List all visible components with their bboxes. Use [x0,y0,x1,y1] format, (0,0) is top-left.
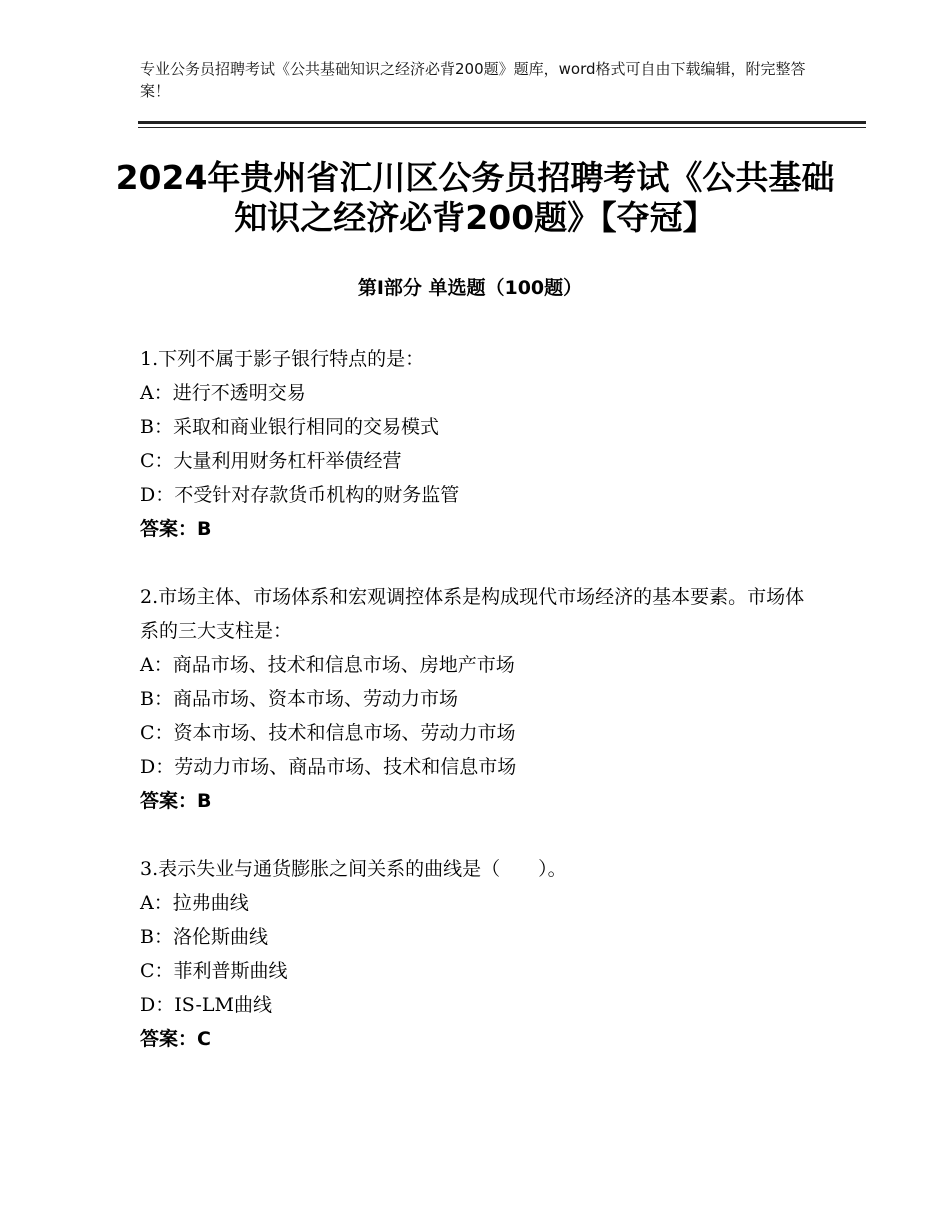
option-a: A：商品市场、技术和信息市场、房地产市场 [140,654,515,676]
question-stem: 2.市场主体、市场体系和宏观调控体系是构成现代市场经济的基本要素。市场体系的三大支柱是： [140,586,805,642]
question-stem: 1.下列不属于影子银行特点的是： [140,348,425,370]
question-1 [140,342,820,546]
option-d: D：IS-LM曲线 [140,994,272,1016]
answer-label: 答案：C [140,1028,211,1050]
answer-label: 答案：B [140,518,212,540]
option-c: C：资本市场、技术和信息市场、劳动力市场 [140,722,516,744]
header-divider-thin [138,127,866,128]
option-c: C：菲利普斯曲线 [140,960,288,982]
option-b: B：采取和商业银行相同的交易模式 [140,416,439,438]
option-a: A：拉弗曲线 [140,892,249,914]
question-stem: 3.表示失业与通货膨胀之间关系的曲线是（ ）。 [140,858,567,880]
question-list [140,342,820,1056]
option-b: B：洛伦斯曲线 [140,926,268,948]
option-c: C：大量利用财务杠杆举债经营 [140,450,402,472]
option-a: A：进行不透明交易 [140,382,306,404]
option-b: B：商品市场、资本市场、劳动力市场 [140,688,458,710]
section-title: 第I部分 单选题（100题） [357,277,583,299]
answer-label: 答案：B [140,790,212,812]
option-d: D：劳动力市场、商品市场、技术和信息市场 [140,756,517,778]
question-2 [140,580,820,818]
option-d: D：不受针对存款货币机构的财务监管 [140,484,460,506]
header-divider-thick [138,121,866,124]
document-title: 2024年贵州省汇川区公务员招聘考试《公共基础知识之经济必背200题》【夺冠】 [115,158,835,237]
question-3 [140,852,820,1056]
header-note: 专业公务员招聘考试《公共基础知识之经济必背200题》题库，word格式可自由下载编辑，附完整答案！ [140,60,806,100]
